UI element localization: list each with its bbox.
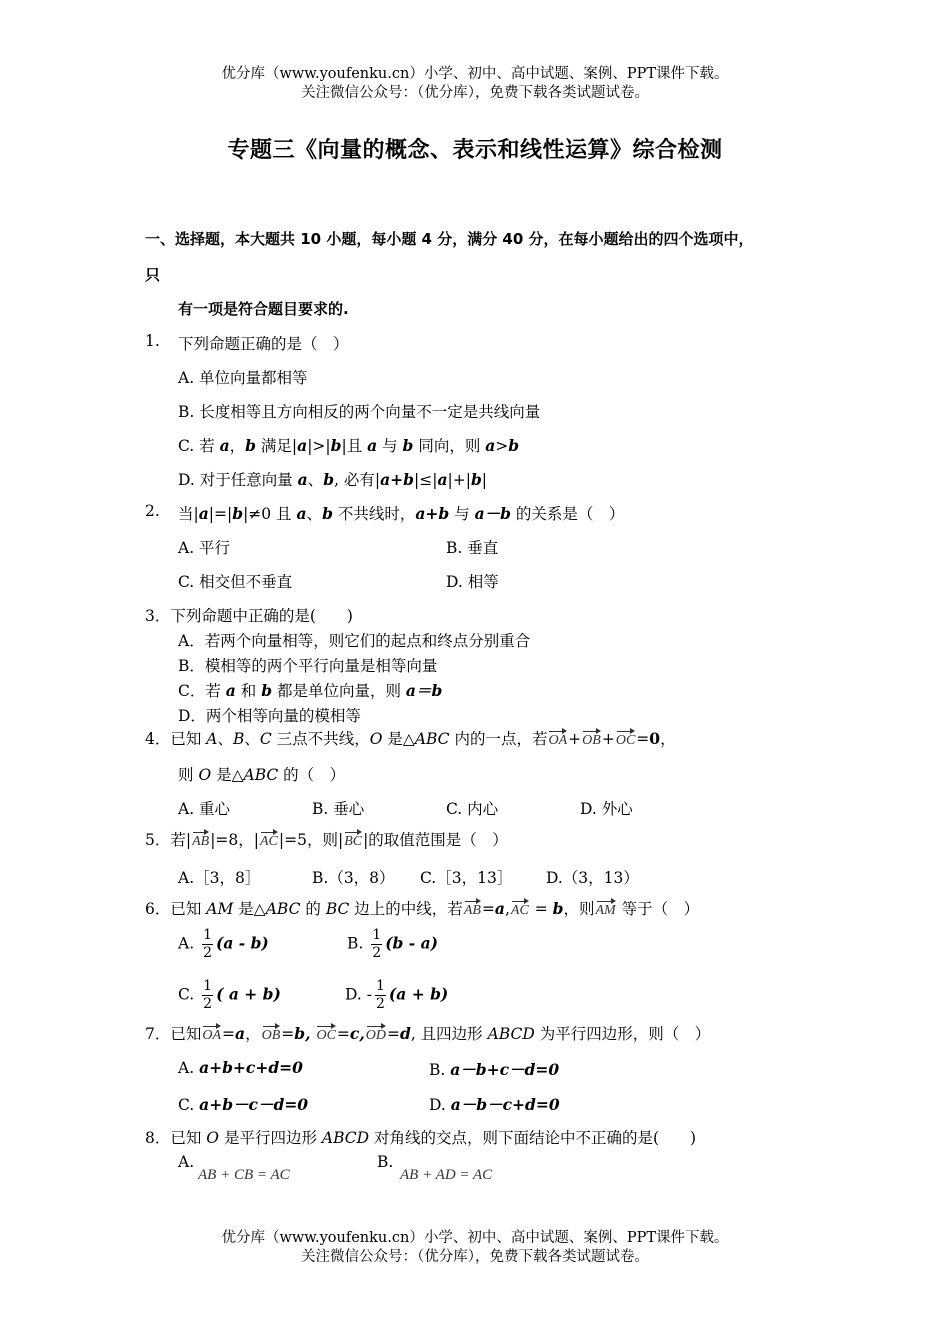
vector-ob: OB [262, 1023, 281, 1044]
q5-option-c: C.［3，13］ [420, 869, 513, 887]
q7-option-b: B. a－b+c－d=0 [429, 1060, 560, 1079]
q7-option-c: C. a+b－c－d=0 [178, 1095, 309, 1114]
q7-option-d: D. a－b－c+d=0 [429, 1095, 560, 1114]
q6-option-a: A. $\frac{1}{2}$ (a - b) [178, 927, 269, 961]
q1-option-b: B. 长度相等且方向相反的两个向量不一定是共线向量 [178, 403, 541, 421]
q8-option-b-label: B. [377, 1153, 394, 1171]
vector-bc: BC [344, 829, 362, 850]
q8-stem: 8．已知 O 是平行四边形 ABCD 对角线的交点，则下面结论中不正确的是( ) [145, 1129, 697, 1147]
section-heading: 一、选择题，本大题共 10 小题，每小题 4 分，满分 40 分，在每小题给出的四个选项中， [145, 230, 754, 248]
q5-option-a: A.［3，8］ [178, 869, 261, 887]
q3-option-c: C．若 a 和 b 都是单位向量，则 a＝b [178, 681, 443, 700]
q1-number: 1. [145, 332, 160, 350]
q8-option-a: AB + CB = AC [198, 1167, 290, 1183]
q4-stem-line2: 则 O 是△ABC 的（ ） [178, 766, 346, 784]
vector-oc: OC [616, 728, 635, 749]
q4-option-a: A. 重心 [178, 800, 231, 818]
fraction-half: $\frac{1}{2}$ [376, 978, 385, 1012]
q1-option-c: C. 若 a，b 满足|a|>|b|且 a 与 b 同向，则 a>b [178, 436, 520, 455]
q4-option-d: D. 外心 [580, 800, 633, 818]
q2-option-a: A. 平行 [178, 539, 231, 557]
q2-option-d: D. 相等 [446, 573, 499, 591]
q3-option-a: A．若两个向量相等，则它们的起点和终点分别重合 [178, 632, 531, 650]
q6-option-b: B. $\frac{1}{2}$ (b - a) [347, 927, 438, 961]
q5-option-d: D.（3，13） [546, 869, 639, 887]
vector-oa: OA [202, 1023, 221, 1044]
q6-stem: 6．已知 AM 是△ABC 的 BC 边上的中线，若AB=a,AC = b，则AM 等于（ ） [145, 899, 700, 918]
fraction-half: $\frac{1}{2}$ [203, 978, 213, 1012]
footer-line-2: 关注微信公众号：（优分库），免费下载各类试题试卷。 [301, 1249, 649, 1265]
header-line-1: 优分库（www.youfenku.cn）小学、初中、高中试题、案例、PPT课件下载。 [221, 66, 729, 82]
vector-oa: OA [548, 728, 567, 749]
q1-option-a: A. 单位向量都相等 [178, 369, 308, 387]
q5-stem: 5．若|AB|=8，|AC|=5，则|BC|的取值范围是（ ） [145, 831, 508, 849]
q2-option-c: C. 相交但不垂直 [178, 573, 293, 591]
vector-ab: AB [192, 829, 209, 850]
q2-option-b: B. 垂直 [446, 539, 499, 557]
q3-option-d: D．两个相等向量的模相等 [178, 707, 361, 725]
fraction-half: $\frac{1}{2}$ [203, 927, 212, 961]
q2-stem: 当|a|=|b|≠0 且 a、b 不共线时，a+b 与 a－b 的关系是（ ） [178, 504, 625, 523]
page-title: 专题三《向量的概念、表示和线性运算》综合检测 [227, 138, 723, 163]
q5-option-b: B.（3，8） [312, 869, 395, 887]
vector-od: OD [366, 1023, 386, 1044]
q8-option-b: AB + AD = AC [400, 1167, 493, 1183]
q6-option-c: C. $\frac{1}{2}$ ( a + b) [178, 978, 281, 1012]
q1-option-d: D. 对于任意向量 a、b, 必有|a+b|≤|a|+|b| [178, 470, 488, 489]
vector-ac: AC [511, 898, 529, 919]
q7-option-a: A. a+b+c+d=0 [178, 1058, 303, 1077]
section-heading-line3: 有一项是符合题目要求的. [178, 300, 349, 318]
q3-stem: 3．下列命题中正确的是( ) [145, 607, 353, 625]
q8-option-a-label: A. [178, 1153, 195, 1171]
q2-number: 2. [145, 502, 160, 520]
vector-ob: OB [582, 728, 601, 749]
q1-stem: 下列命题正确的是（ ） [178, 335, 349, 353]
vector-oc: OC [316, 1023, 335, 1044]
q4-option-c: C. 内心 [446, 800, 499, 818]
section-heading-cont: 只 [145, 266, 161, 284]
vector-ac: AC [260, 829, 278, 850]
q7-stem: 7．已知OA=a，OB=b, OC=c,OD=d, 且四边形 ABCD 为平行四边形，则（ ） [145, 1024, 711, 1043]
fraction-half: $\frac{1}{2}$ [372, 927, 382, 961]
q3-option-b: B．模相等的两个平行向量是相等向量 [178, 657, 438, 675]
footer-line-1: 优分库（www.youfenku.cn）小学、初中、高中试题、案例、PPT课件下载。 [221, 1230, 729, 1246]
q6-option-d: D. - $\frac{1}{2}$ (a + b) [345, 978, 449, 1012]
q4-stem: 4．已知 A、B、C 三点不共线，O 是△ABC 内的一点，若OA+OB+OC=0， [145, 729, 676, 748]
q4-option-b: B. 垂心 [312, 800, 365, 818]
vector-am: AM [596, 898, 616, 919]
header-line-2: 关注微信公众号：（优分库），免费下载各类试题试卷。 [301, 85, 649, 101]
vector-ab: AB [464, 898, 481, 919]
